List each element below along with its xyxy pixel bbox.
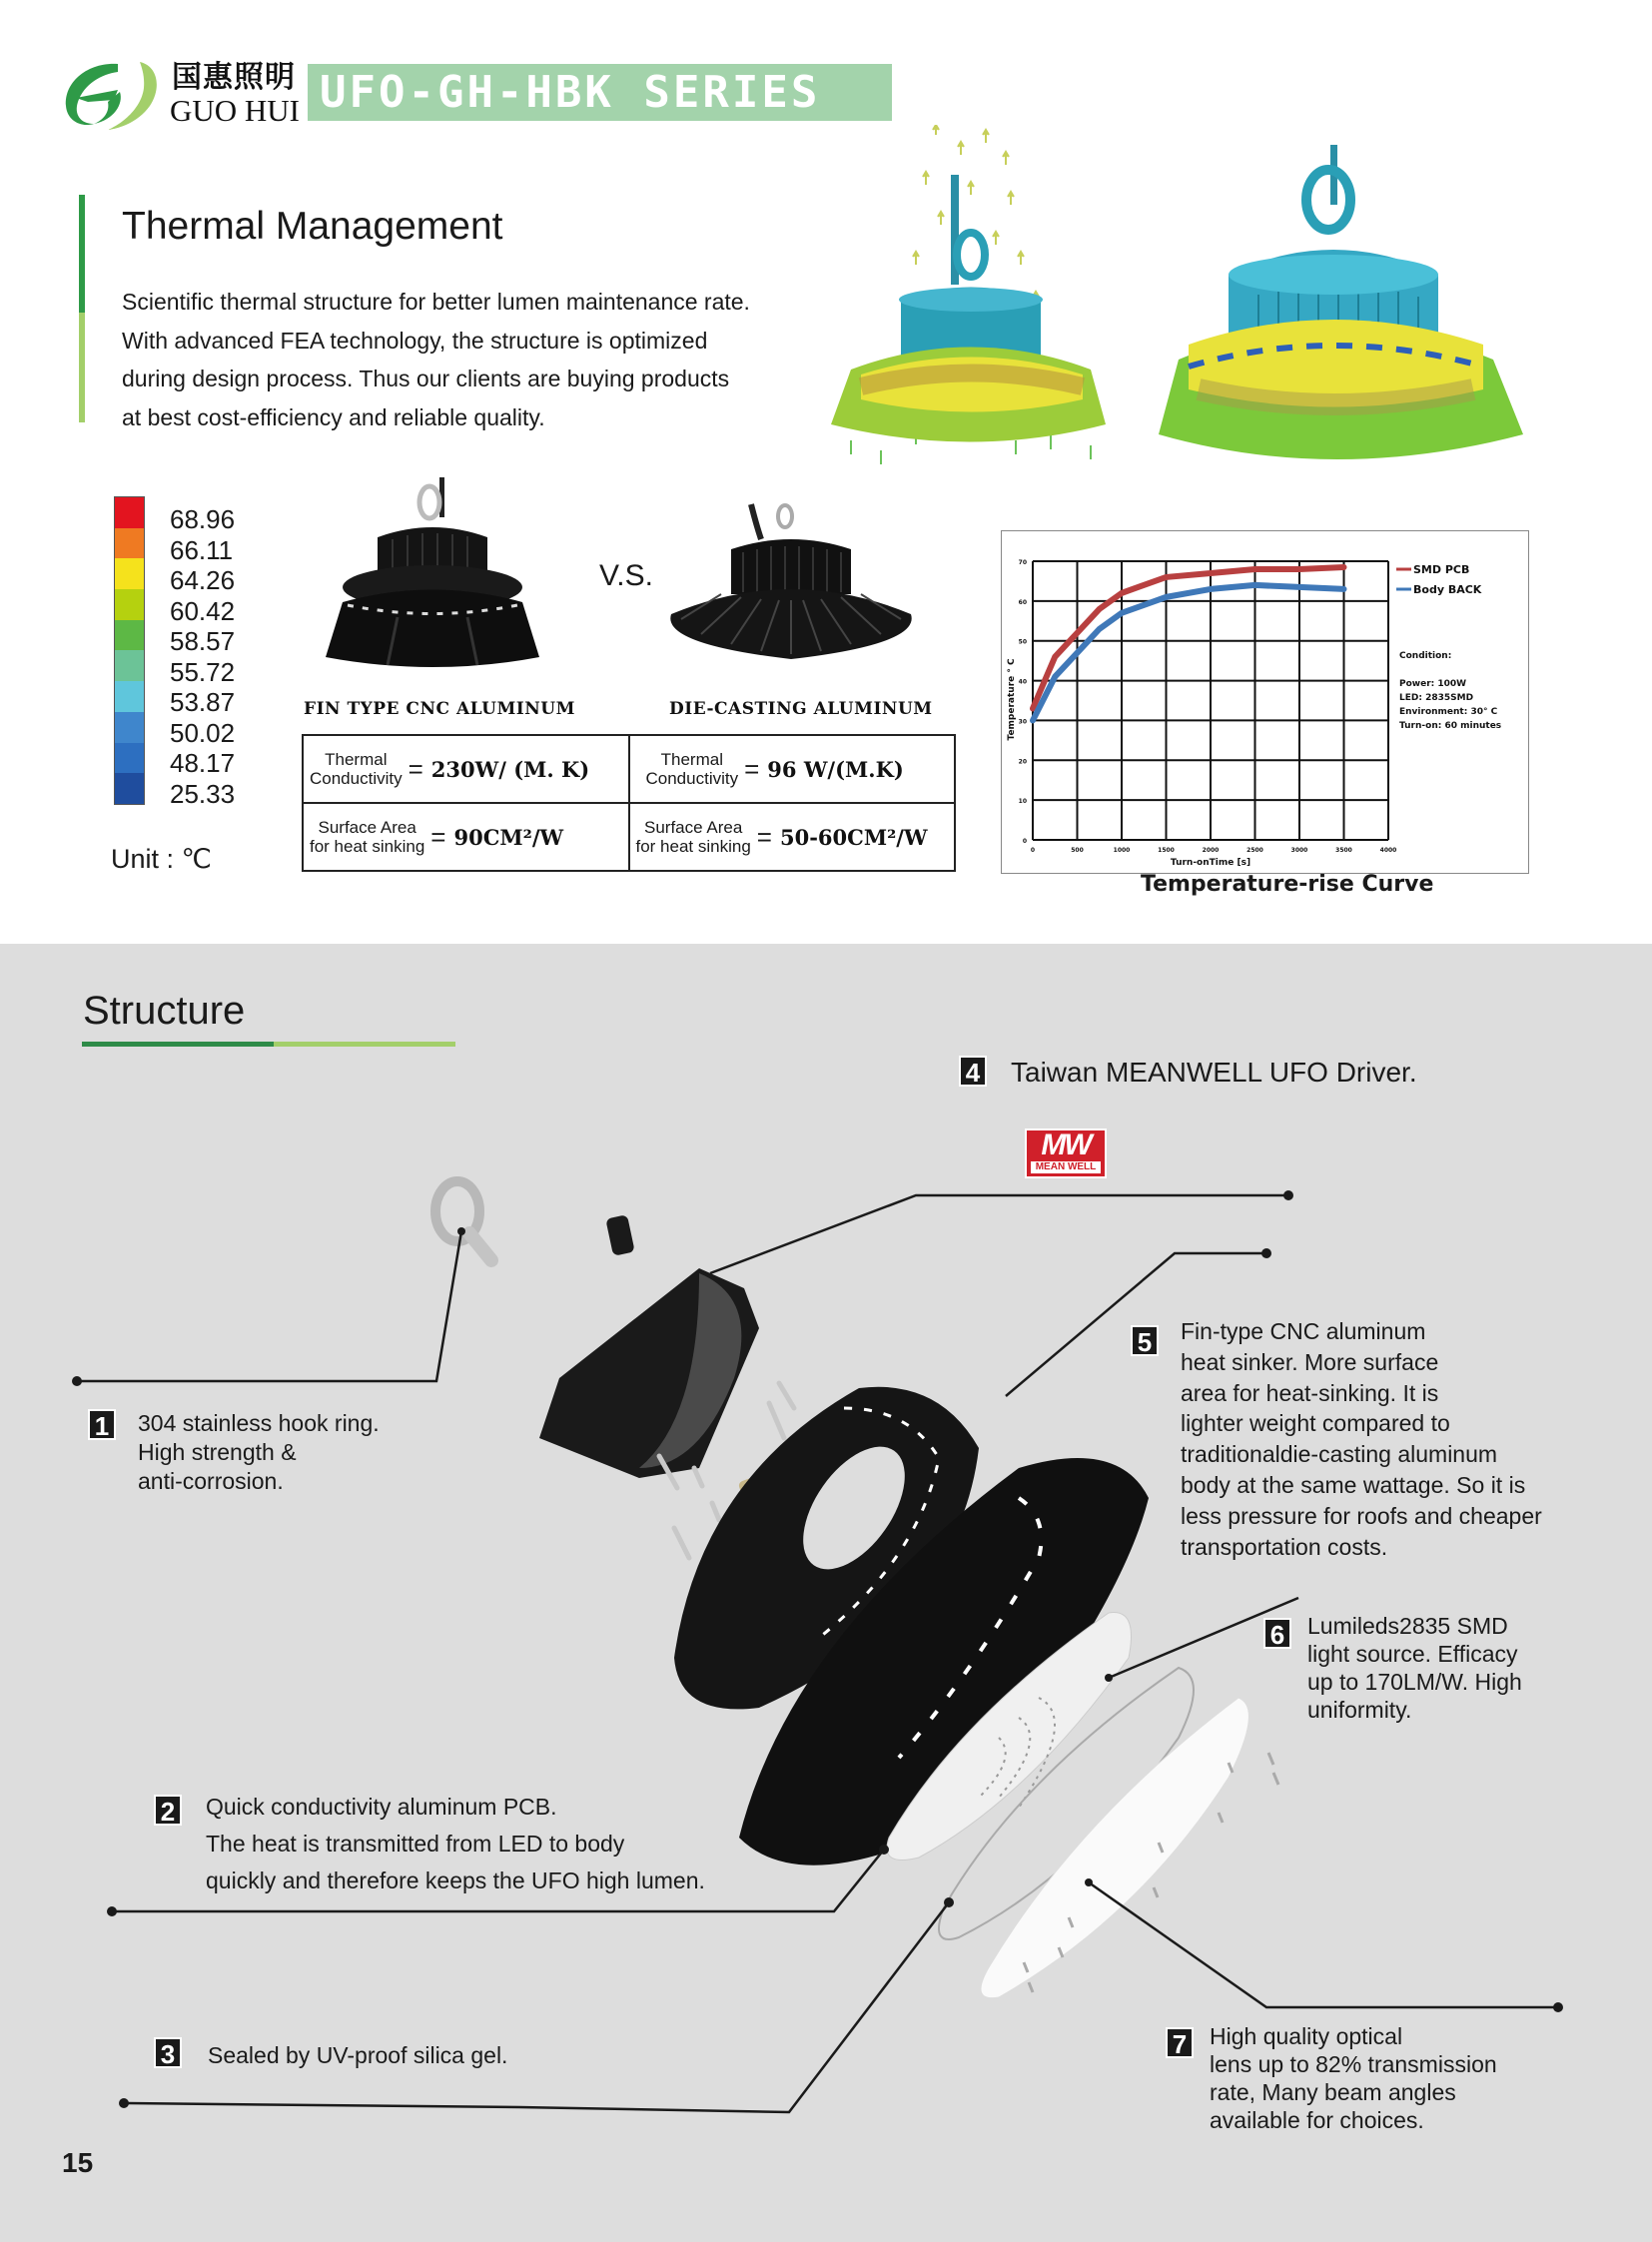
table-cell [629,803,956,871]
svg-text:2000: 2000 [1202,847,1220,854]
cell-label: Thermal [325,750,388,769]
chart-caption: Temperature-rise Curve [1141,872,1434,897]
callout-line: heat sinker. More surface [1181,1348,1439,1375]
fea-temperature-render [1159,145,1548,464]
callout-line: anti-corrosion. [138,1468,284,1494]
cell-value: 50-60CM²/W [779,824,928,850]
callout-line: rate, Many beam angles [1210,2079,1456,2105]
table-cell [303,735,629,803]
legend-value: 48.17 [170,748,236,778]
color-swatch [115,743,144,774]
table-cell [629,735,956,803]
legend-value: 55.72 [170,656,236,687]
description-line: Scientific thermal structure for better lumen maintenance rate. [122,289,750,315]
svg-text:Condition:: Condition: [1399,651,1452,661]
legend-value: 66.11 [170,534,234,565]
callout-number-badge: 2 [154,1795,182,1826]
legend-value: 58.57 [170,626,236,656]
callout-7-lens [1166,2023,1497,2134]
equals-sign: = [430,821,446,852]
accent-bar [79,313,85,422]
cell-label: Surface Area [644,818,743,837]
cell-label: Conductivity [645,769,739,788]
cell-label: Thermal [660,750,723,769]
versus-label: V.S. [599,559,653,592]
color-swatch [115,497,144,528]
brand-name-english: GUO HUI [170,93,301,128]
callout-line: Lumileds2835 SMD [1307,1613,1508,1639]
callout-number-badge: 5 [1131,1325,1159,1356]
cell-value: 96 W/(M.K) [767,756,904,782]
callout-line: High strength & [138,1439,297,1465]
description-line: With advanced FEA technology, the structure is optimized [122,327,708,354]
cell-label: for heat sinking [310,837,425,856]
svg-text:60: 60 [1018,598,1027,606]
fea-airflow-render [821,125,1131,474]
callout-line: area for heat-sinking. It is [1181,1379,1439,1406]
callout-line: uniformity. [1307,1697,1412,1723]
svg-text:40: 40 [1018,678,1027,686]
color-swatch [115,558,144,589]
callout-5-heat-sink [1131,1318,1542,1562]
callout-line: lighter weight compared to [1181,1410,1450,1437]
callout-3-silica-gel [154,2037,507,2071]
callout-line: up to 170LM/W. High [1307,1669,1522,1695]
die-casting-caption: DIE-CASTING ALUMINUM [669,699,933,719]
callout-number-badge: 1 [88,1409,116,1440]
color-swatch [115,528,144,559]
legend-unit: Unit : ℃ [111,844,212,874]
svg-text:Turn-onTime [s]: Turn-onTime [s] [1170,858,1251,868]
table-row [303,735,955,803]
svg-text:2500: 2500 [1246,847,1263,854]
callout-line: High quality optical [1210,2023,1403,2049]
svg-text:3000: 3000 [1290,847,1308,854]
svg-text:Turn-on: 60 minutes: Turn-on: 60 minutes [1399,721,1502,731]
callout-line: quickly and therefore keeps the UFO high lumen. [206,1868,705,1893]
cell-label: for heat sinking [635,837,751,856]
callout-line: light source. Efficacy [1307,1641,1518,1667]
thermal-description [122,283,861,436]
svg-text:500: 500 [1071,847,1084,854]
table-cell [303,803,629,871]
section-title-thermal: Thermal Management [122,205,503,248]
callout-6-light-source [1263,1613,1522,1724]
comparison-table [302,734,956,872]
legend-value: 53.87 [170,687,236,717]
die-casting-lamp-image [661,494,921,664]
callout-line: less pressure for roofs and cheaper [1181,1502,1542,1529]
svg-text:10: 10 [1018,798,1027,806]
color-swatch [115,620,144,651]
section-title-structure: Structure [83,989,246,1033]
callout-1-hook-ring [88,1409,380,1496]
callout-number-badge: 7 [1166,2027,1194,2058]
callout-number-badge: 3 [154,2037,182,2068]
description-line: at best cost-efficiency and reliable quality. [122,403,545,430]
equals-sign: = [744,753,760,784]
svg-text:70: 70 [1018,559,1027,566]
page-number: 15 [62,2147,94,2178]
temperature-rise-chart [1001,530,1529,874]
callout-line: lens up to 82% transmission [1210,2051,1497,2077]
svg-text:Temperature ° C: Temperature ° C [1007,658,1017,741]
callout-4-driver [959,1056,1417,1090]
callout-number-badge: 4 [959,1056,987,1087]
svg-text:Power: 100W: Power: 100W [1399,679,1467,689]
equals-sign: = [408,753,423,784]
callout-line: The heat is transmitted from LED to body [206,1831,625,1857]
accent-bar [79,195,85,313]
callout-line: transportation costs. [1181,1533,1388,1560]
legend-value: 25.33 [170,778,236,809]
callout-line: Sealed by UV-proof silica gel. [208,2042,508,2068]
svg-text:4000: 4000 [1379,847,1397,854]
description-line: during design process. Thus our clients are buying products [122,366,730,391]
guohui-logo [58,58,168,133]
legend-value: 60.42 [170,595,236,626]
color-swatch [115,589,144,620]
svg-text:1000: 1000 [1113,847,1131,854]
temperature-color-scale [114,496,145,805]
svg-text:50: 50 [1018,638,1027,646]
svg-text:LED: 2835SMD: LED: 2835SMD [1399,693,1474,703]
svg-text:Body BACK: Body BACK [1413,583,1482,596]
legend-values [170,504,235,809]
callout-line: Fin-type CNC aluminum [1181,1318,1426,1344]
cell-label: Conductivity [310,769,403,788]
callout-line: 304 stainless hook ring. [138,1410,380,1436]
table-row [303,803,955,871]
callout-line: Quick conductivity aluminum PCB. [206,1794,557,1820]
callout-number-badge: 6 [1263,1618,1291,1649]
svg-text:0: 0 [1022,838,1027,845]
cell-label: Surface Area [318,818,416,837]
meanwell-logo [1025,1128,1107,1178]
meanwell-logo-text: MEAN WELL [1031,1161,1101,1173]
svg-text:Environment: 30° C: Environment: 30° C [1399,707,1498,717]
callout-line: Taiwan MEANWELL UFO Driver. [1011,1057,1417,1088]
callout-line: traditionaldie-casting aluminum [1181,1441,1498,1468]
meanwell-logo-mark: MW [1041,1128,1091,1161]
series-title: UFO-GH-HBK SERIES [320,67,821,118]
color-swatch [115,681,144,712]
svg-text:3500: 3500 [1335,847,1352,854]
equals-sign: = [756,821,772,852]
color-swatch [115,650,144,681]
cell-value: 90CM²/W [453,824,564,850]
brand-name-chinese: 国惠照明 [172,60,296,95]
callout-2-pcb [154,1795,705,1899]
color-swatch [115,773,144,804]
svg-text:SMD PCB: SMD PCB [1413,563,1470,576]
legend-value: 50.02 [170,717,236,748]
cell-value: 230W/ (M. K) [430,756,590,782]
callout-line: body at the same wattage. So it is [1181,1471,1526,1498]
legend-value: 68.96 [170,504,236,534]
svg-text:1500: 1500 [1158,847,1175,854]
legend-value: 64.26 [170,565,236,595]
svg-text:20: 20 [1018,758,1027,766]
fin-type-caption: FIN TYPE CNC ALUMINUM [304,699,575,719]
fin-type-lamp-image [318,477,547,672]
svg-text:0: 0 [1030,847,1036,854]
svg-text:30: 30 [1018,718,1027,726]
color-swatch [115,712,144,743]
callout-line: available for choices. [1210,2107,1424,2133]
